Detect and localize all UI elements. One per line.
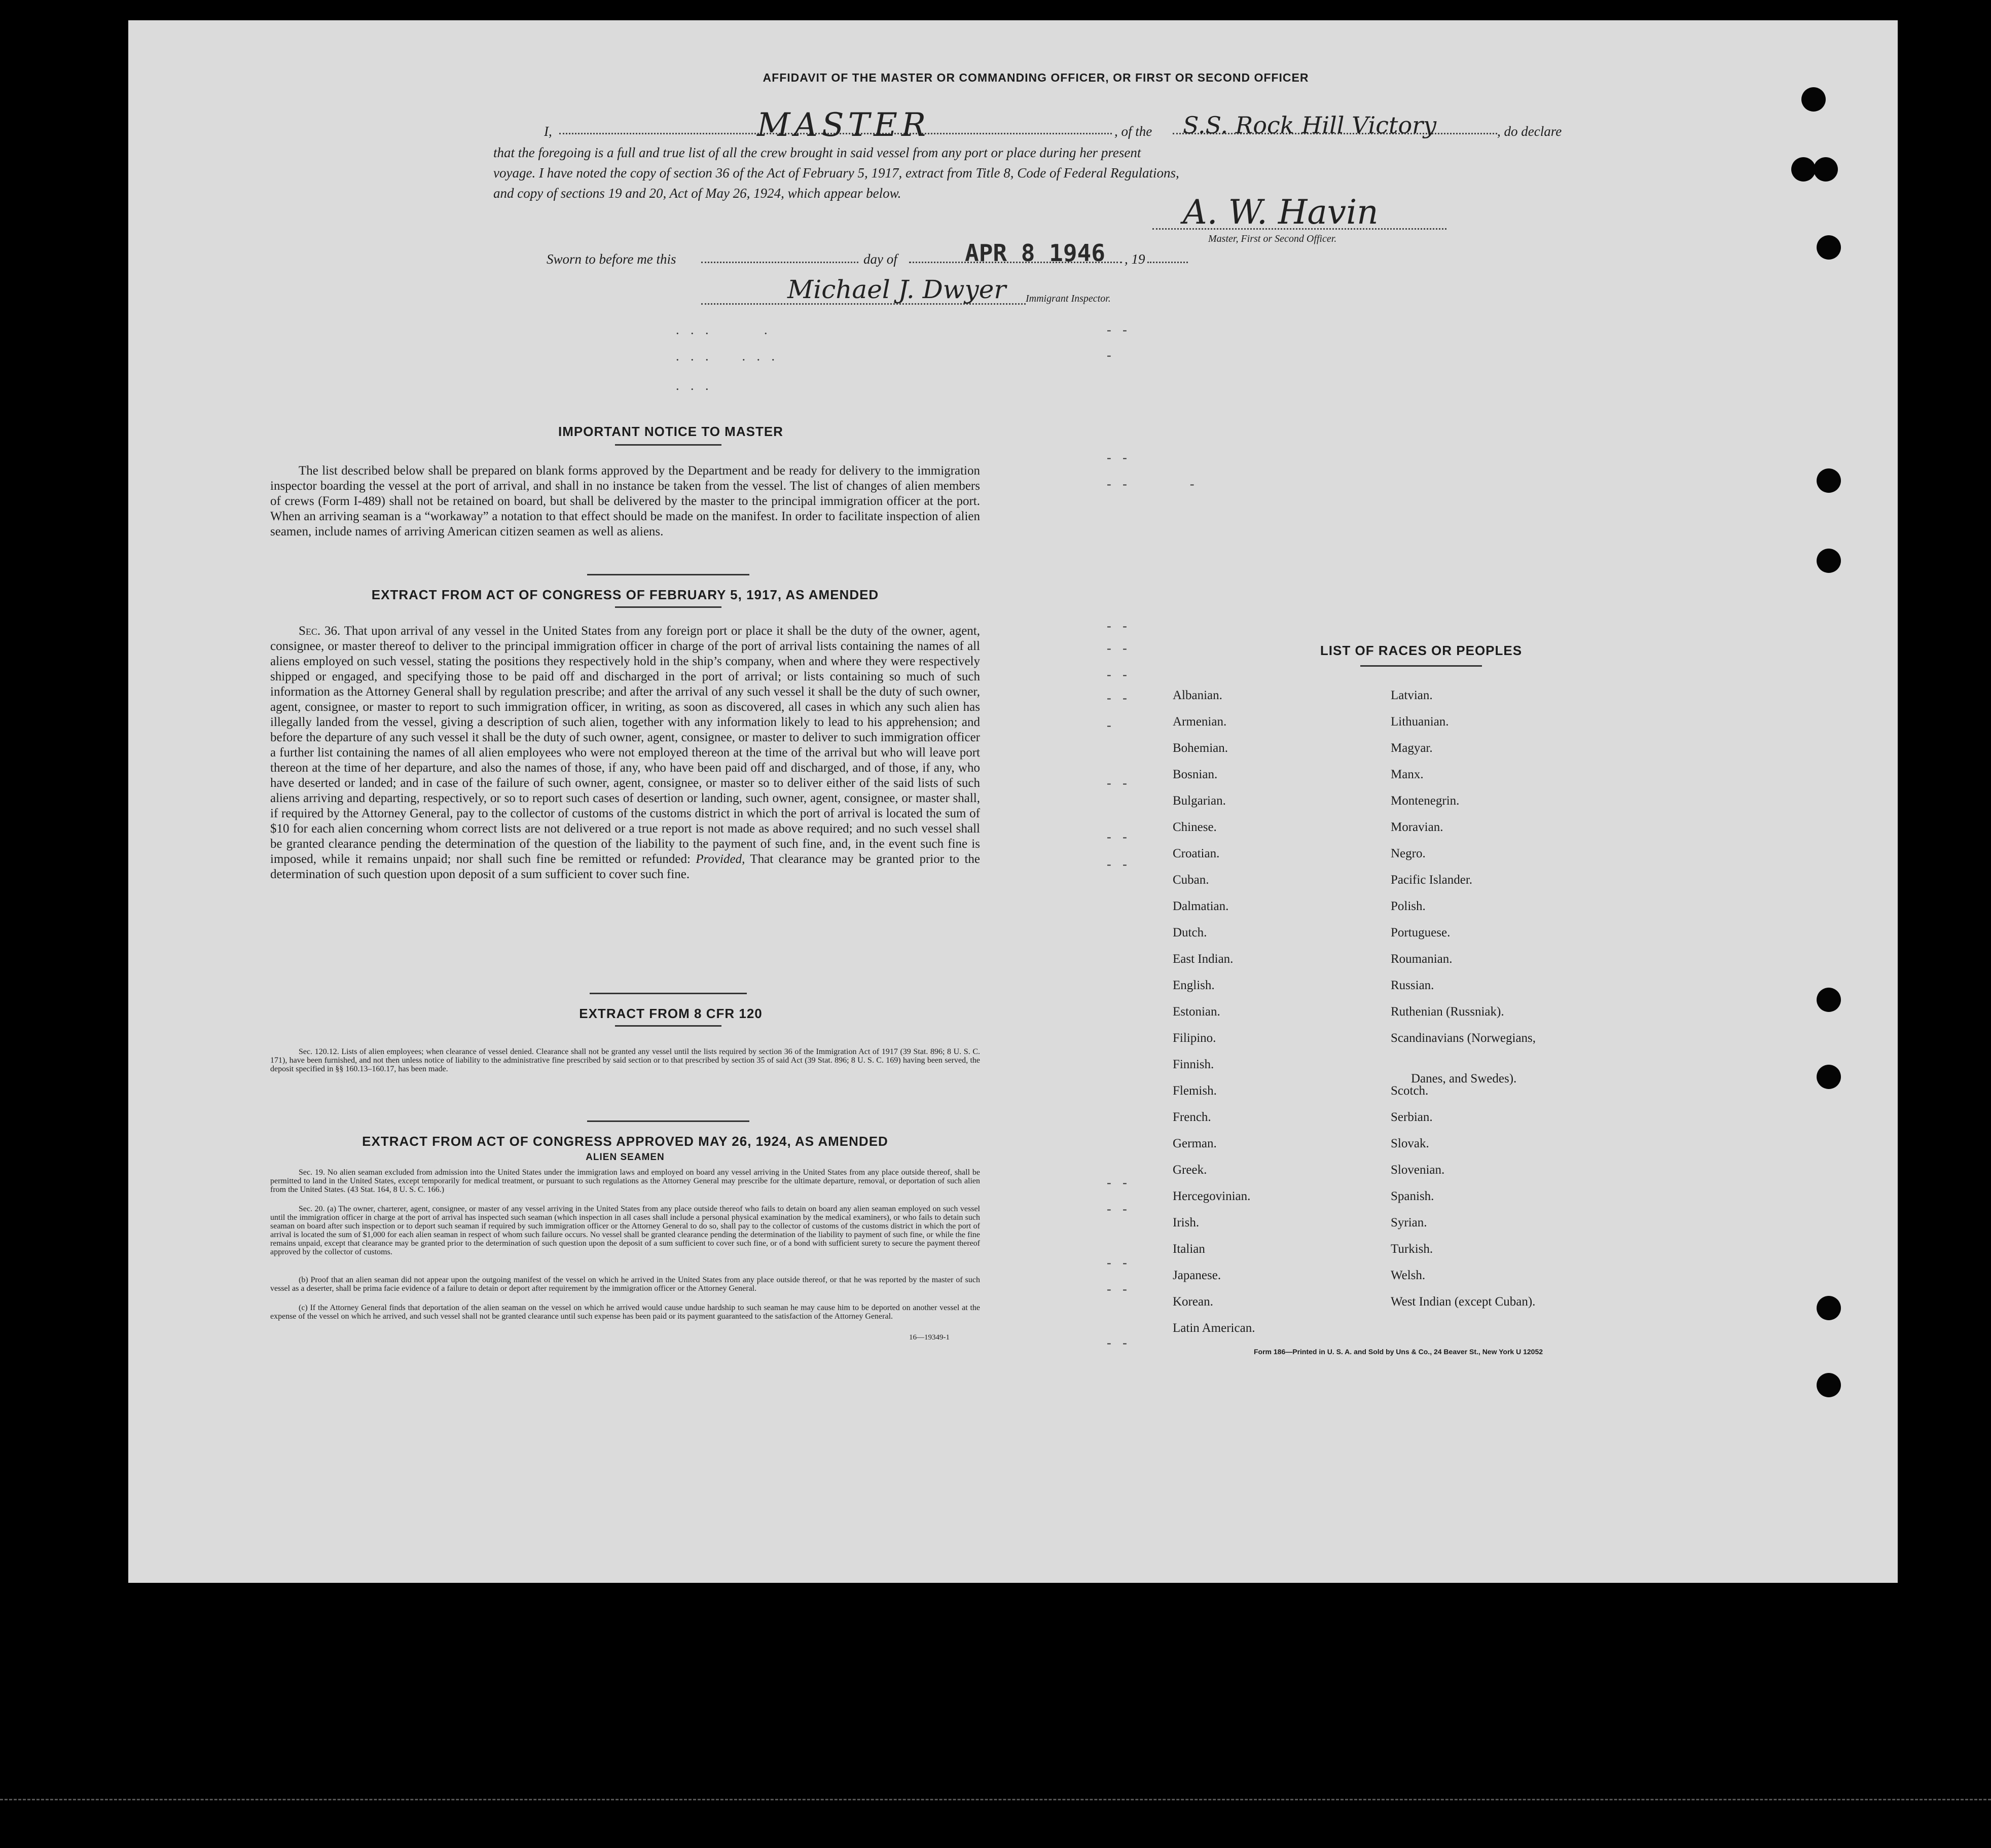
stray-marks: - -	[1107, 691, 1131, 705]
handwritten-vessel: S.S. Rock Hill Victory	[1183, 112, 1437, 139]
stray-marks: - -	[1107, 667, 1131, 682]
stray-marks: . . .	[676, 378, 713, 393]
extract-cfr-title: EXTRACT FROM 8 CFR 120	[579, 1006, 763, 1021]
race-item-left: Irish.	[1173, 1216, 1200, 1229]
sec-19-text: Sec. 19. No alien seaman excluded from admission into the United States under the immigration laws and employed on board any vessel arriving in the United States from any place outside thereof, shall be permitted to land in the United States, except temporarily for medical treatment, or pursuant to such regulations as the Attorney General may prescribe for the ultimate departure, removal, or deportation of such alien from the United States. (43 Stat. 164, 8 U. S. C. 166.)	[270, 1168, 980, 1194]
race-item-left: German.	[1173, 1137, 1217, 1150]
race-item-right: Polish.	[1391, 899, 1426, 913]
stray-marks: -	[1107, 718, 1115, 733]
stray-marks: - -	[1107, 1335, 1131, 1350]
section-rule	[615, 606, 721, 608]
section-rule	[615, 1025, 721, 1027]
punch-hole	[1817, 988, 1841, 1012]
alien-seamen-subtitle: ALIEN SEAMEN	[586, 1152, 665, 1163]
race-item-right: Syrian.	[1391, 1216, 1427, 1229]
race-item-right: Manx.	[1391, 768, 1424, 781]
race-item-left: Japanese.	[1173, 1269, 1221, 1282]
affidavit-i-label: I,	[544, 124, 552, 139]
race-item-right: Latvian.	[1391, 689, 1433, 702]
extract-1924-title: EXTRACT FROM ACT OF CONGRESS APPROVED MAY 26, 1924, AS AMENDED	[362, 1134, 888, 1149]
extract-cfr-text: Sec. 120.12. Lists of alien employees; when clearance of vessel denied. Clearance shall not be granted any vessel until the lists required by section 36 of the Immigration Act of 1917 (39 Stat. 896; 8 U. S. C. 171), have been furnished, and not then unless notice of liability to the administrative fine prescribed by said section or to that prescribed by section 35 of said Act (39 Stat. 896; 8 U. S. C. 169) having been served, the deposit specified in §§ 160.13–160.17, has been made.	[270, 1047, 980, 1073]
notice-title: IMPORTANT NOTICE TO MASTER	[558, 424, 783, 439]
race-item-right: Slovenian.	[1391, 1163, 1445, 1177]
stray-marks: - -	[1107, 450, 1131, 465]
sec-20c-text: (c) If the Attorney General finds that deportation of the alien seaman on the vessel on which he arrived would cause undue hardship to such seaman he may cause him to be deported on another vessel at the expense of the vessel on which he arrived, and such vessel shall not be granted clearance until such expense has been paid or its payment guaranteed to the satisfaction of the Attorney General.	[270, 1303, 980, 1321]
section-rule	[590, 993, 747, 994]
sworn-day-line	[701, 262, 858, 263]
master-caption: Master, First or Second Officer.	[1208, 233, 1337, 244]
master-signature-line	[1152, 228, 1446, 230]
race-item-right: Russian.	[1391, 979, 1434, 992]
year-prefix-label: , 19	[1125, 251, 1145, 267]
race-item-left: Filipino.	[1173, 1031, 1216, 1045]
film-edge-line	[0, 1799, 1991, 1800]
race-item-left: Armenian.	[1173, 715, 1227, 729]
punch-hole	[1817, 1296, 1841, 1320]
stray-marks: - -	[1107, 776, 1131, 790]
race-item-left: Bohemian.	[1173, 741, 1228, 755]
race-item-right: Portuguese.	[1391, 926, 1451, 939]
race-item-left: Cuban.	[1173, 873, 1209, 887]
inspector-signature: Michael J. Dwyer	[787, 275, 1006, 304]
do-declare-label: , do declare	[1497, 124, 1562, 139]
race-item-right: Roumanian.	[1391, 952, 1453, 966]
day-of-label: day of	[863, 251, 897, 267]
punch-hole	[1817, 235, 1841, 260]
form-printer-line: Form 186—Printed in U. S. A. and Sold by Uns & Co., 24 Beaver St., New York U 12052	[1254, 1348, 1543, 1356]
sec-36-text-end: That clearance may be granted prior to the determination of such question upon deposit of a sum sufficient to cover such fine.	[270, 852, 980, 881]
punch-hole	[1817, 1373, 1841, 1397]
master-signature: A. W. Havin	[1183, 193, 1379, 232]
stray-marks: - -	[1107, 619, 1131, 633]
sec-36-text: That upon arrival of any vessel in the United States from any foreign port or place it shall be the duty of the owner, agent, consignee, or master thereof to deliver to the principal immigration officer in charge of the port of arrival lists containing the names of all aliens employed on such vessel, stating the positions they respectively hold in the ship’s company, when and where they were respectively shipped or engaged, and specifying those to be paid off and discharged in the port of arrival; or lists containing so much of such information as the Attorney General shall by regulation prescribe; and after the arrival of any such vessel it shall be the duty of such owner, agent, consignee, or master to report to such immigration officer, in writing, as soon as discovered, all cases in which any such alien has illegally landed from the vessel, giving a description of such alien, together with any information likely to lead to his apprehension; and before the departure of any such vessel it shall be the duty of such owner, agent, consignee, or master to deliver to such immigration officer a further list containing the names of all alien employees who were not employed thereon at the time of the arrival but who will leave port thereon at the time of her departure, and also the names of those, if any, who have been paid off and discharged, and of those, if any, who have deserted or landed; and in case of the failure of such owner, agent, consignee, or master so to deliver either of the said lists of such aliens arriving and departing, respectively, or so to report such cases of desertion or landing, such owner, agent, consignee, or master shall, if required by the Attorney General, pay to the collector of customs of the customs district in which the port of arrival is located the sum of $10 for each alien concerning whom correct lists are not delivered or a true report is not made as above required; and no such vessel shall be granted clearance pending the determination of the question of the liability to the payment of such fine, and, in the event such fine is imposed, while it remains unpaid; nor shall such fine be remitted or refunded:	[270, 624, 980, 866]
date-stamp: APR 8 1946	[965, 239, 1105, 267]
race-item-right: Spanish.	[1391, 1189, 1434, 1203]
race-item-right: Welsh.	[1391, 1269, 1426, 1282]
stray-marks: - -	[1107, 1175, 1131, 1190]
race-item-right: Montenegrin.	[1391, 794, 1460, 808]
race-item-left: Korean.	[1173, 1295, 1213, 1309]
form-code: 16—19349-1	[909, 1333, 950, 1342]
race-item-left: Dutch.	[1173, 926, 1207, 939]
stray-marks: - -	[1107, 1202, 1131, 1216]
stray-marks: - -	[1107, 857, 1131, 872]
race-item-left: English.	[1173, 979, 1215, 992]
race-item-right: Danes, and Swedes).	[1411, 1072, 1517, 1085]
race-item-right: Slovak.	[1391, 1137, 1429, 1150]
race-item-right: Ruthenian (Russniak).	[1391, 1005, 1504, 1019]
stray-marks: - -	[1107, 1282, 1131, 1296]
sec-20a-text: Sec. 20. (a) The owner, charterer, agent, consignee, or master of any vessel arriving in the United States from any place outside thereof who fails to detain on board any alien seaman employed on such vessel until the immigration officer in charge at the port of arrival has inspected such seaman (which inspection in all cases shall include a personal physical examination by the medical examiners), or who fails to detain such seaman on board after such inspection or to deport such seaman if required by such immigration officer or the Attorney General to do so, shall pay to the collector of customs of the customs district in which the port of arrival is located the sum of $1,000 for each alien seaman in respect of whom such failure occurs. No vessel shall be granted clearance pending the determination of the liability to payment of such fine, or while the fine remains unpaid, except that clearance may be granted prior to the determination of such question upon the deposit of a sum sufficient to cover such fine, or of a bond with sufficient surety to secure the payment thereof approved by the collector of customs.	[270, 1205, 980, 1256]
race-item-left: Flemish.	[1173, 1084, 1217, 1098]
race-item-right: Lithuanian.	[1391, 715, 1449, 729]
declaration-line-3: voyage. I have noted the copy of section 36 of the Act of February 5, 1917, extract from Title 8, Code of Federal Regulations,	[493, 165, 1179, 180]
of-the-label: , of the	[1114, 124, 1152, 139]
notice-rule	[615, 444, 721, 446]
race-item-right: Negro.	[1391, 847, 1426, 860]
race-item-right: Scotch.	[1391, 1084, 1429, 1098]
race-item-right: Scandinavians (Norwegians,	[1391, 1031, 1536, 1045]
stray-marks: - -	[1107, 322, 1131, 337]
race-item-left: Bulgarian.	[1173, 794, 1226, 808]
stray-marks: . . . . . .	[676, 349, 779, 364]
extract-1917-title: EXTRACT FROM ACT OF CONGRESS OF FEBRUARY 5, 1917, AS AMENDED	[371, 587, 879, 602]
punch-hole	[1817, 549, 1841, 573]
declaration-line-4: and copy of sections 19 and 20, Act of May 26, 1924, which appear below.	[493, 186, 901, 201]
stray-marks: - -	[1107, 641, 1131, 656]
inspector-caption: Immigrant Inspector.	[1026, 293, 1111, 304]
section-rule	[587, 1120, 749, 1122]
race-item-right: Moravian.	[1391, 820, 1443, 834]
stray-marks: . . . .	[676, 322, 772, 337]
sec-20b-text: (b) Proof that an alien seaman did not appear upon the outgoing manifest of the vessel on which he arrived in the United States from any place outside thereof, or that he was reported by the master of such vessel as a deserter, shall be prima facie evidence of a failure to detain or deport after requirement by the immigration officer or the Attorney General.	[270, 1276, 980, 1293]
race-item-right: West Indian (except Cuban).	[1391, 1295, 1536, 1309]
races-rule	[1360, 665, 1482, 667]
stray-marks: - -	[1107, 1255, 1131, 1270]
race-item-left: Greek.	[1173, 1163, 1207, 1177]
race-item-left: Chinese.	[1173, 820, 1217, 834]
race-item-right: Turkish.	[1391, 1242, 1433, 1256]
race-item-left: Estonian.	[1173, 1005, 1220, 1019]
race-item-left: Italian	[1173, 1242, 1205, 1256]
punch-hole	[1814, 157, 1838, 182]
race-item-right: Magyar.	[1391, 741, 1433, 755]
notice-text: The list described below shall be prepared on blank forms approved by the Department and be ready for delivery to the immigration inspector boarding the vessel at the port of arrival, and shall in no instance be taken from the vessel. The list of changes of alien members of crews (Form I-489) shall not be retained on board, but shall be delivered by the master to the principal immigration officer at the port. When an arriving seaman is a “workaway” a notation to that effect should be made on the manifest. In order to facilitate inspection of alien seamen, include names of arriving American citizen seamen as well as aliens.	[270, 464, 980, 538]
declaration-line-2: that the foregoing is a full and true list of all the crew brought in said vessel from any port or place during her present	[493, 145, 1141, 160]
sec-36-label: Sec. 36.	[299, 624, 341, 638]
provided-label: Provided,	[696, 852, 745, 866]
stray-marks: - - -	[1107, 477, 1199, 491]
handwritten-name: MASTER	[757, 106, 930, 144]
race-item-left: French.	[1173, 1110, 1211, 1124]
race-item-left: Latin American.	[1173, 1321, 1255, 1335]
punch-hole	[1791, 157, 1816, 182]
stray-marks: - -	[1107, 829, 1131, 844]
race-item-left: Hercegovinian.	[1173, 1189, 1251, 1203]
year-line	[1147, 262, 1188, 263]
document-page	[128, 20, 1898, 1583]
races-title: LIST OF RACES OR PEOPLES	[1320, 643, 1523, 658]
punch-hole	[1801, 87, 1826, 112]
stray-marks: -	[1107, 348, 1115, 363]
race-item-right: Serbian.	[1391, 1110, 1433, 1124]
race-item-left: Croatian.	[1173, 847, 1220, 860]
race-item-right: Pacific Islander.	[1391, 873, 1473, 887]
punch-hole	[1817, 1065, 1841, 1089]
affidavit-title: AFFIDAVIT OF THE MASTER OR COMMANDING OFFICER, OR FIRST OR SECOND OFFICER	[763, 71, 1309, 84]
punch-hole	[1817, 468, 1841, 493]
race-item-left: Finnish.	[1173, 1058, 1214, 1071]
extract-1917-text	[270, 624, 980, 882]
sworn-label: Sworn to before me this	[547, 251, 676, 267]
race-item-left: Albanian.	[1173, 689, 1222, 702]
race-item-left: Bosnian.	[1173, 768, 1218, 781]
race-item-left: East Indian.	[1173, 952, 1234, 966]
section-rule	[587, 574, 749, 575]
race-item-left: Dalmatian.	[1173, 899, 1229, 913]
